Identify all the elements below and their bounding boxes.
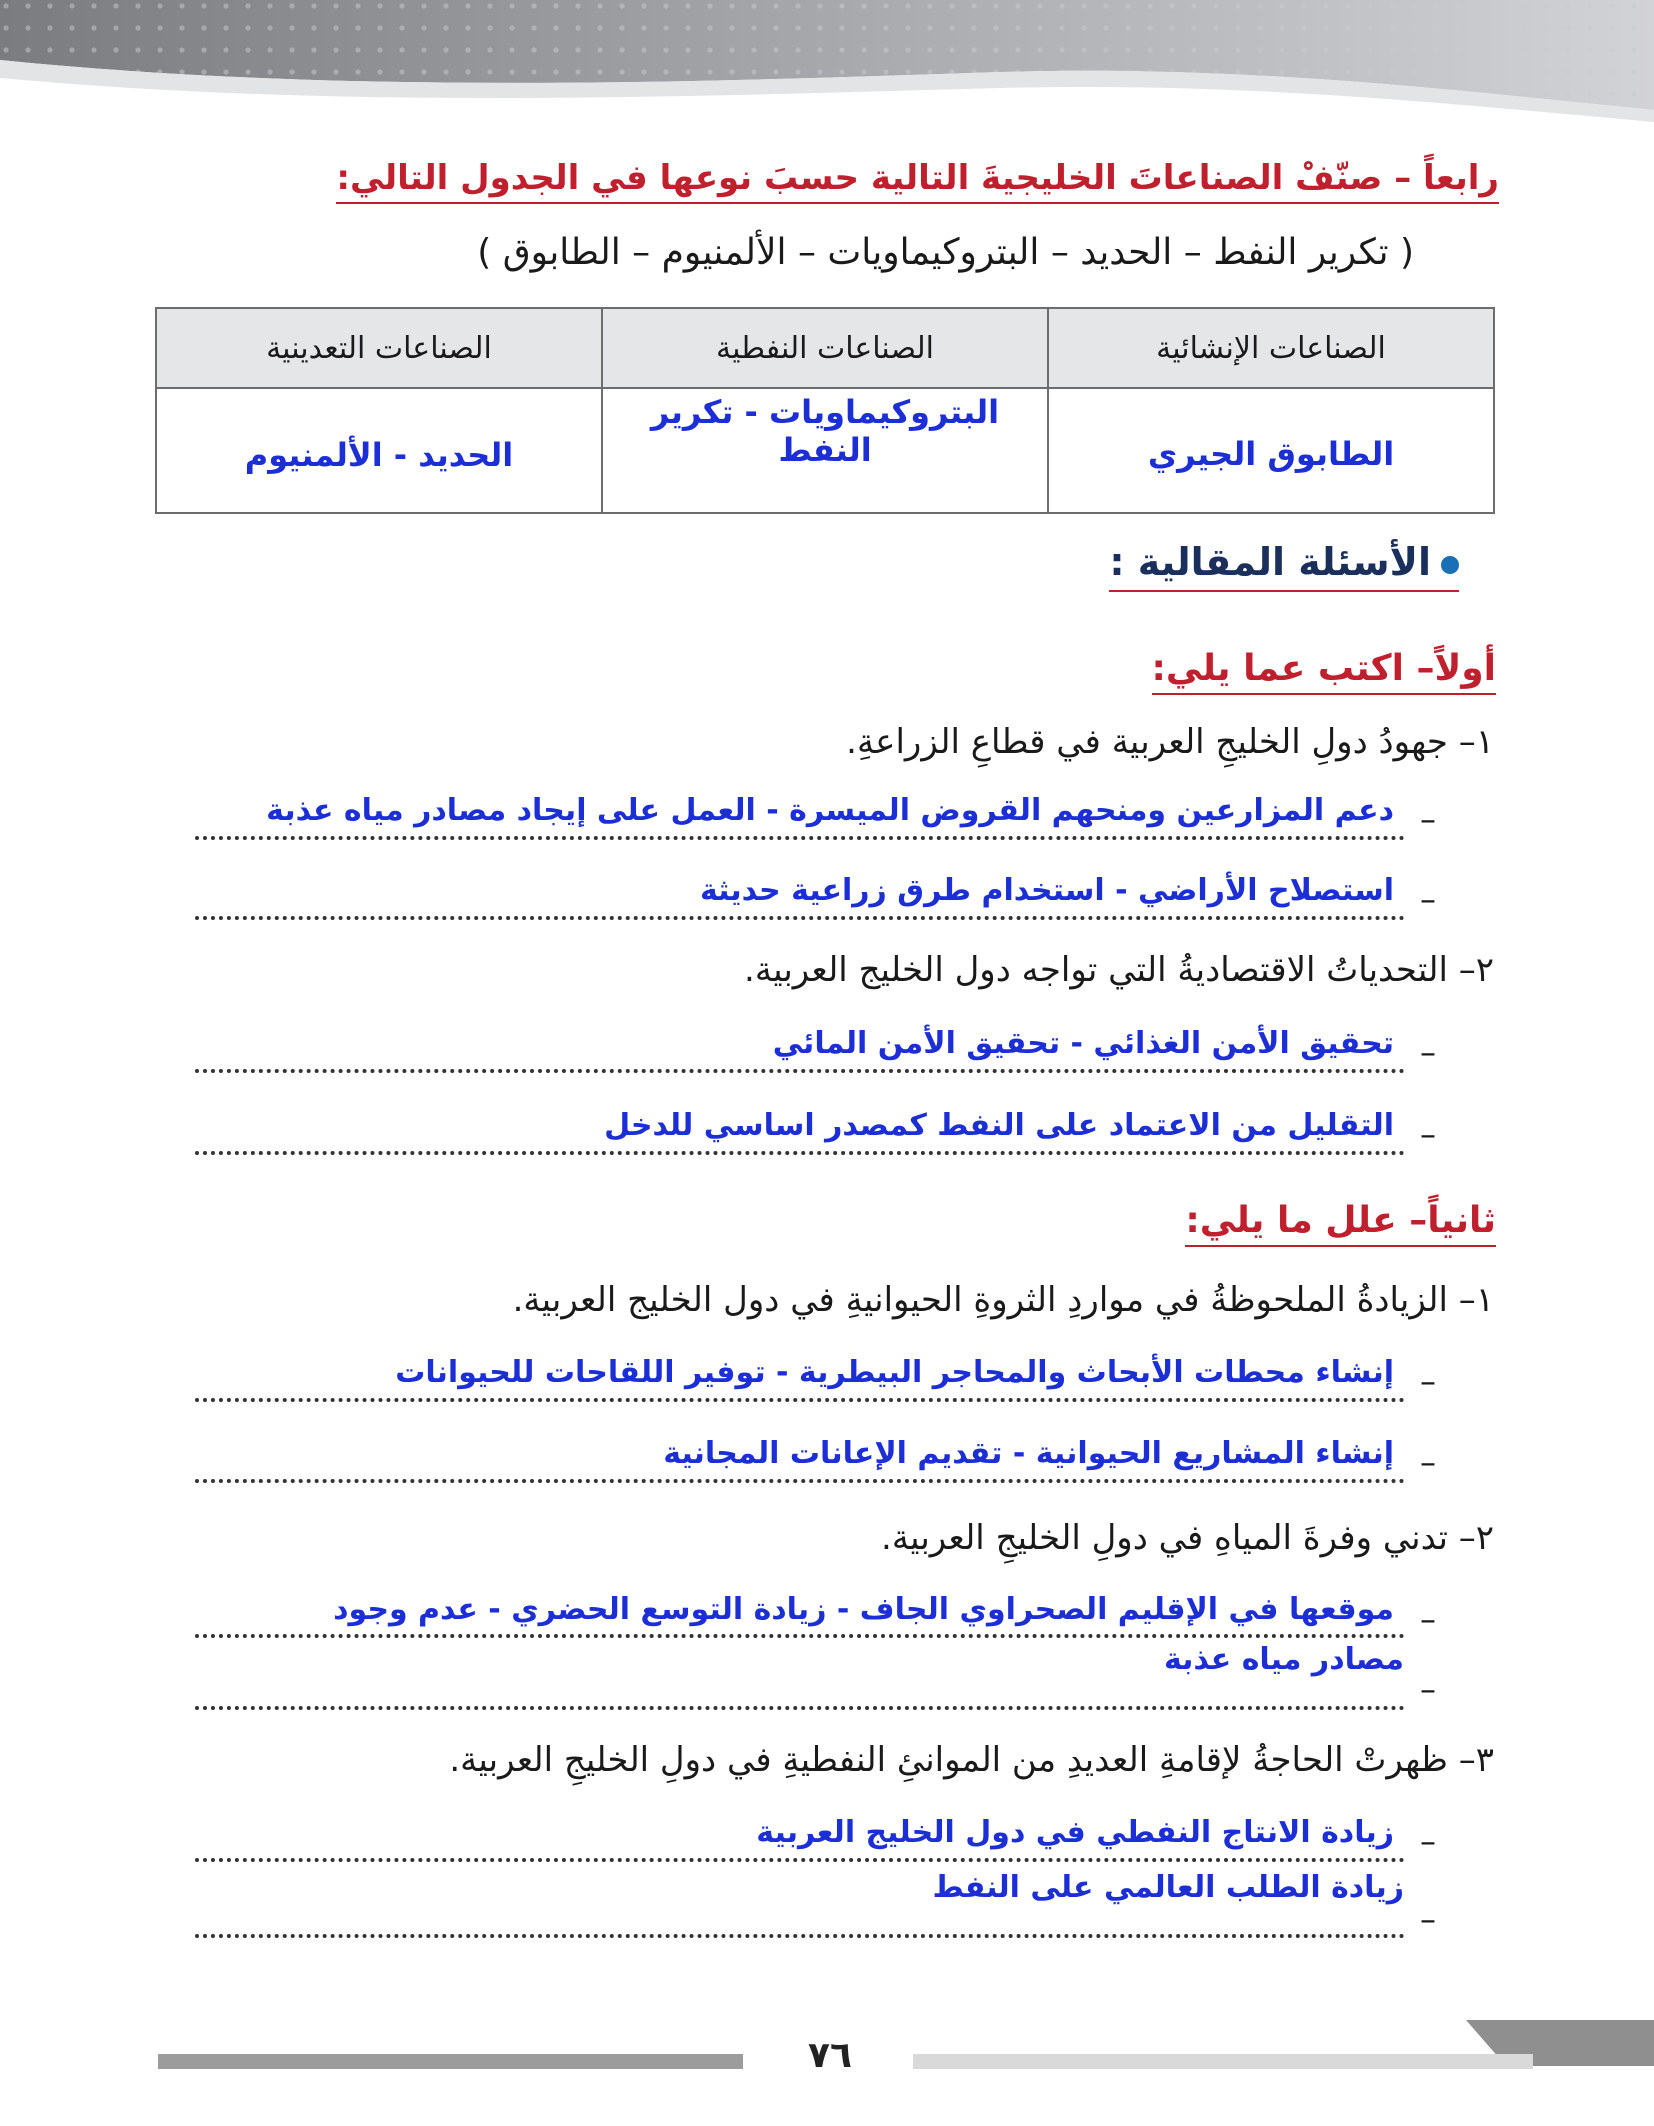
answer-1-2-a: تحقيق الأمن الغذائي - تحقيق الأمن المائي bbox=[772, 1026, 1394, 1061]
answer-line bbox=[195, 836, 1405, 840]
answer-line bbox=[195, 1479, 1405, 1483]
answer-dash: – bbox=[1420, 1900, 1436, 1938]
answer-line bbox=[195, 1398, 1405, 1402]
answer-dash: – bbox=[1420, 1443, 1436, 1481]
answer-line bbox=[195, 1858, 1405, 1862]
answer-dash: – bbox=[1420, 1822, 1436, 1860]
answer-2-2-b: مصادر مياه عذبة bbox=[1163, 1642, 1404, 1677]
answer-dash: – bbox=[1420, 1033, 1436, 1071]
answer-line bbox=[195, 1634, 1405, 1638]
essay-heading-text: الأسئلة المقالية : bbox=[1109, 540, 1431, 584]
answer-2-1-a: إنشاء محطات الأبحاث والمحاجر البيطرية - توفير اللقاحات للحيوانات bbox=[395, 1355, 1394, 1390]
part1-heading: أولاً– اكتب عما يلي: bbox=[1152, 648, 1496, 695]
answer-line bbox=[195, 916, 1405, 920]
table-header-row bbox=[156, 308, 1494, 388]
answer-1-1-a: دعم المزارعين ومنحهم القروض الميسرة - العمل على إيجاد مصادر مياه عذبة bbox=[266, 793, 1394, 828]
answer-dash: – bbox=[1420, 880, 1436, 918]
answer-dash: – bbox=[1420, 800, 1436, 838]
answer-dash: – bbox=[1420, 1600, 1436, 1638]
header-oil: الصناعات النفطية bbox=[602, 308, 1048, 388]
question-2-3: ٣– ظهرتْ الحاجةُ لإقامةِ العديدِ من الموانئِ النفطيةِ في دولِ الخليجِ العربية. bbox=[449, 1740, 1494, 1780]
essay-heading bbox=[1109, 540, 1459, 592]
answer-1-1-b: استصلاح الأراضي - استخدام طرق زراعية حديثة bbox=[699, 873, 1394, 908]
answer-2-3-a: زيادة الانتاج النفطي في دول الخليج العربية bbox=[756, 1815, 1394, 1850]
answer-2-3-b: زيادة الطلب العالمي على النفط bbox=[932, 1870, 1404, 1905]
answer-construction: الطابوق الجيري bbox=[1048, 388, 1494, 513]
answer-line bbox=[195, 1934, 1405, 1938]
answer-dash: – bbox=[1420, 1362, 1436, 1400]
header-mining: الصناعات التعدينية bbox=[156, 308, 602, 388]
question-2-1: ١– الزيادةُ الملحوظةُ في مواردِ الثروةِ الحيوانيةِ في دول الخليج العربية. bbox=[512, 1280, 1494, 1320]
table-row bbox=[156, 388, 1494, 513]
question-2-2: ٢– تدني وفرةَ المياهِ في دولِ الخليجِ العربية. bbox=[881, 1518, 1494, 1558]
answer-2-2-a: موقعها في الإقليم الصحراوي الجاف - زيادة التوسع الحضري - عدم وجود bbox=[333, 1592, 1394, 1627]
answer-dash: – bbox=[1420, 1670, 1436, 1708]
answer-line bbox=[195, 1069, 1405, 1073]
header-construction: الصناعات الإنشائية bbox=[1048, 308, 1494, 388]
footer-bar-left bbox=[158, 2054, 743, 2069]
answer-line bbox=[195, 1151, 1405, 1155]
word-list: ( تكرير النفط – الحديد – البتروكيماويات – الألمنيوم – الطابوق ) bbox=[477, 232, 1414, 273]
task4-title: رابعاً – صنّفْ الصناعاتَ الخليجيةَ التالية حسبَ نوعها في الجدول التالي: bbox=[336, 158, 1499, 204]
answer-2-1-b: إنشاء المشاريع الحيوانية - تقديم الإعانات المجانية bbox=[663, 1436, 1394, 1471]
question-1-2: ٢– التحدياتُ الاقتصاديةُ التي تواجه دول الخليج العربية. bbox=[744, 950, 1494, 990]
answer-1-2-b: التقليل من الاعتماد على النفط كمصدر اساسي للدخل bbox=[604, 1108, 1394, 1143]
page-number: ٧٦ bbox=[808, 2035, 852, 2076]
industry-table bbox=[155, 307, 1495, 514]
answer-mining: الحديد - الألمنيوم bbox=[156, 388, 602, 513]
header-decoration bbox=[0, 0, 1654, 150]
bullet-icon bbox=[1441, 556, 1459, 574]
question-1-1: ١– جهودُ دولِ الخليجِ العربية في قطاعِ الزراعةِ. bbox=[846, 722, 1494, 762]
footer-bar-right bbox=[913, 2054, 1533, 2069]
part2-heading: ثانياً– علل ما يلي: bbox=[1185, 1200, 1496, 1247]
answer-line bbox=[195, 1706, 1405, 1710]
answer-oil: البتروكيماويات - تكرير النفط bbox=[602, 388, 1048, 513]
answer-dash: – bbox=[1420, 1115, 1436, 1153]
